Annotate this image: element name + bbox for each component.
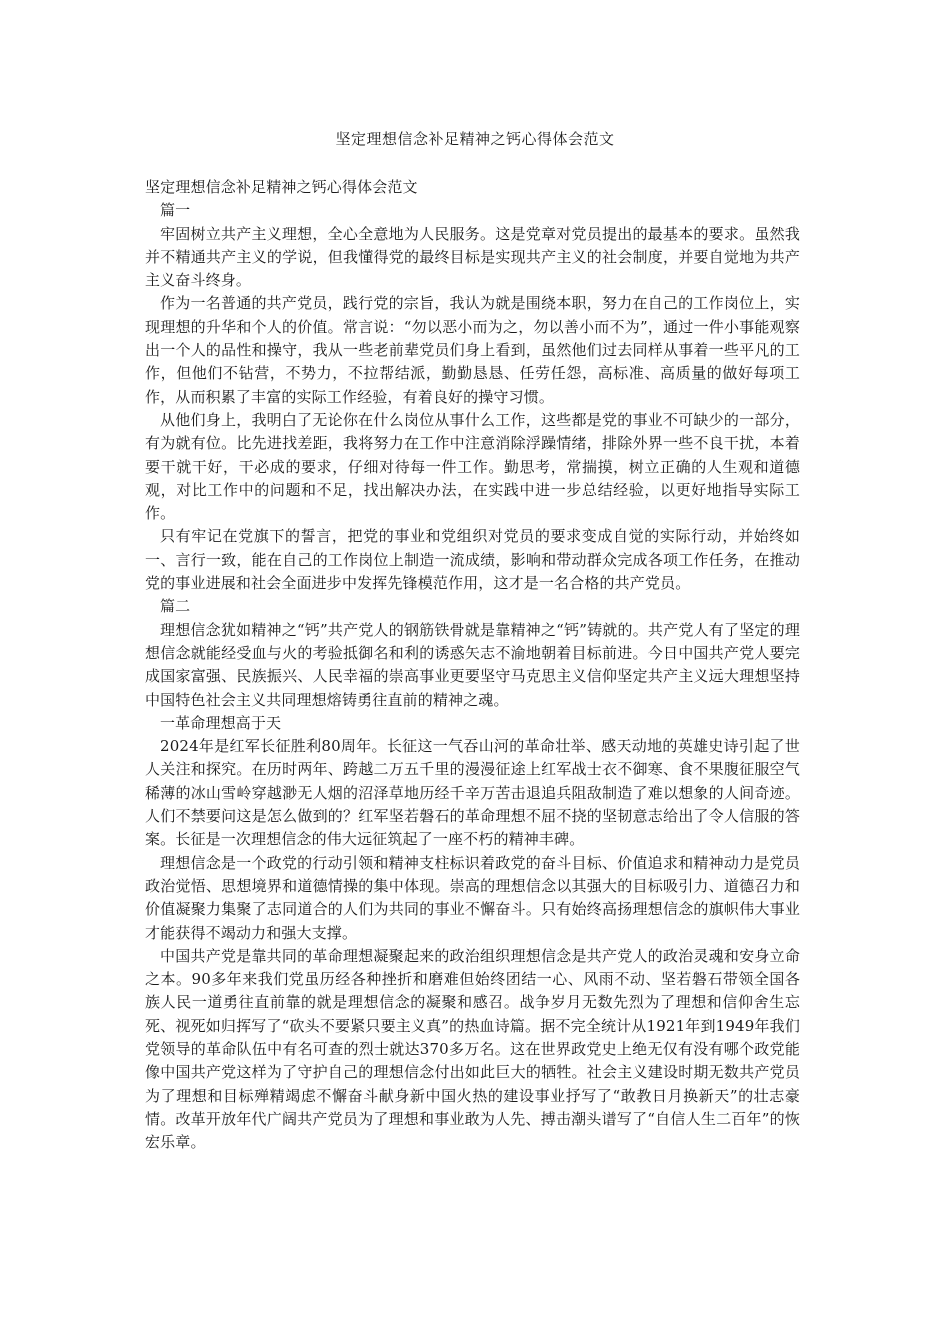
paragraph: 理想信念犹如精神之“钙”共产党人的钢筋铁骨就是靠精神之“钙”铸就的。共产党人有了坚定的理想信念就能经受血与火的考验抵御名和利的诱惑矢志不渝地朝着目标前进。今日中国共产党人要完成国家富强、民族振兴、人民幸福的崇高事业更要坚守马克思主义信仰坚定共产主义远大理想坚持中国特色社会主义共同理想熔铸勇往直前的精神之魂。	[145, 620, 800, 709]
paragraph: 理想信念是一个政党的行动引领和精神支柱标识着政党的奋斗目标、价值追求和精神动力是党员政治觉悟、思想境界和道德情操的集中体现。崇高的理想信念以其强大的目标吸引力、道德召力和价值凝聚力集聚了志同道合的人们为共同的事业不懈奋斗。只有始终高扬理想信念的旗帜伟大事业才能获得不竭动力和强大支撑。	[145, 853, 800, 942]
document-subtitle: 坚定理想信念补足精神之钙心得体会范文	[145, 178, 418, 196]
document-title: 坚定理想信念补足精神之钙心得体会范文	[335, 130, 615, 148]
document-body	[145, 176, 800, 1154]
paragraph: 从他们身上，我明白了无论你在什么岗位从事什么工作，这些都是党的事业不可缺少的一部分，有为就有位。比先进找差距，我将努力在工作中注意消除浮躁情绪，排除外界一些不良干扰，本着要干就干好，干必成的要求，仔细对待每一件工作。勤思考，常揣摸，树立正确的人生观和道德观，对比工作中的问题和不足，找出解决办法，在实践中进一步总结经验，以更好地指导实际工作。	[145, 410, 800, 523]
section-heading-1: 篇一	[160, 201, 191, 220]
paragraph: 中国共产党是靠共同的革命理想凝聚起来的政治组织理想信念是共产党人的政治灵魂和安身立命之本。90多年来我们党虽历经各种挫折和磨难但始终团结一心、风雨不动、坚若磐石带领全国各族人民一道勇往直前靠的就是理想信念的凝聚和感召。战争岁月无数先烈为了理想和信仰舍生忘死、视死如归挥写了“砍头不要紧只要主义真”的热血诗篇。据不完全统计从1921年到1949年我们党领导的革命队伍中有名可查的烈士就达370多万名。这在世界政党史上绝无仅有没有哪个政党能像中国共产党这样为了守护自己的理想信念付出如此巨大的牺牲。社会主义建设时期无数共产党员为了理想和目标殚精竭虑不懈奋斗献身新中国火热的建设事业抒写了“敢教日月换新天”的壮志豪情。改革开放年代广阔共产党员为了理想和事业敢为人先、搏击潮头谱写了“自信人生二百年”的恢宏乐章。	[145, 946, 800, 1152]
paragraph: 2024年是红军长征胜利80周年。长征这一气吞山河的革命壮举、感天动地的英雄史诗引起了世人关注和探究。在历时两年、跨越二万五千里的漫漫征途上红军战士衣不御寒、食不果腹征服空气稀薄的冰山雪岭穿越渺无人烟的沼泽草地历经千辛万苦击退追兵阻敌制造了难以想象的人间奇迹。人们不禁要问这是怎么做到的？红军坚若磐石的革命理想不屈不挠的坚韧意志给出了令人信服的答案。长征是一次理想信念的伟大远征筑起了一座不朽的精神丰碑。	[145, 737, 800, 849]
subheading: 一革命理想高于天	[160, 713, 282, 732]
paragraph: 作为一名普通的共产党员，践行党的宗旨，我认为就是围绕本职，努力在自己的工作岗位上，实现理想的升华和个人的价值。常言说：“勿以恶小而为之，勿以善小而不为”，通过一件小事能观察出一个人的品性和操守，我从一些老前辈党员们身上看到，虽然他们过去同样从事着一些平凡的工作，但他们不钻营，不势力，不拉帮结派，勤勤恳恳、任劳任怨，高标准、高质量的做好每项工作，从而积累了丰富的实际工作经验，有着良好的操守习惯。	[145, 294, 800, 406]
paragraph: 只有牢记在党旗下的誓言，把党的事业和党组织对党员的要求变成自觉的实际行动，并始终如一、言行一致，能在自己的工作岗位上制造一流成绩，影响和带动群众完成各项工作任务，在推动党的事业进展和社会全面进步中发挥先锋模范作用，这才是一名合格的共产党员。	[145, 527, 800, 593]
section-heading-2: 篇二	[160, 597, 191, 616]
paragraph: 牢固树立共产主义理想，全心全意地为人民服务。这是党章对党员提出的最基本的要求。虽然我并不精通共产主义的学说，但我懂得党的最终目标是实现共产主义的社会制度，并要自觉地为共产主义奋斗终身。	[145, 224, 800, 290]
